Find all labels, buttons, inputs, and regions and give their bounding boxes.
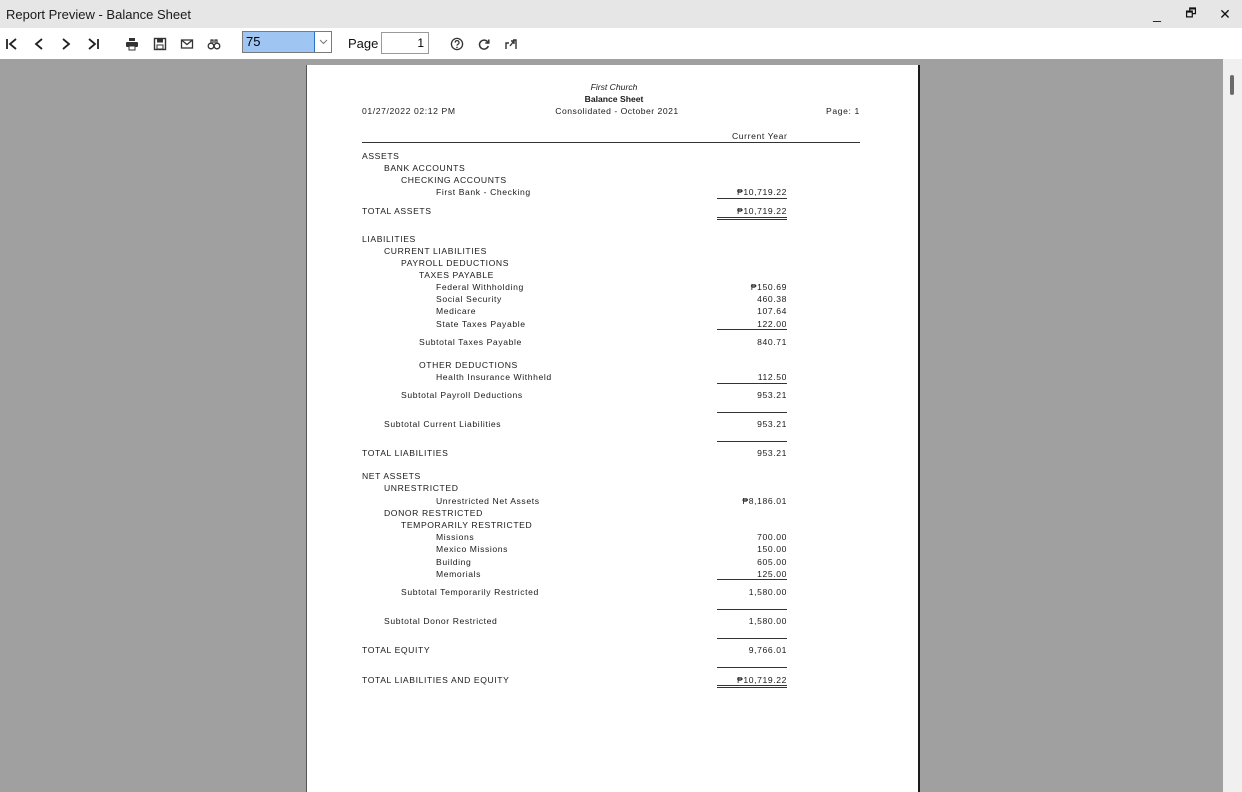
group-heading: CHECKING ACCOUNTS <box>401 175 507 185</box>
account-label: Federal Withholding <box>436 282 524 292</box>
binoculars-icon <box>207 37 221 51</box>
first-page-icon <box>5 37 19 51</box>
total-label: TOTAL EQUITY <box>362 645 431 655</box>
total-amount: 953.21 <box>757 448 787 458</box>
refresh-button[interactable] <box>475 28 493 59</box>
subtotal-rule <box>717 609 787 610</box>
grand-total-amount: ₱10,719.22 <box>737 675 787 685</box>
account-amount: ₱8,186.01 <box>742 496 787 506</box>
account-label: Missions <box>436 532 475 542</box>
export-button[interactable] <box>502 28 520 59</box>
group-heading: CURRENT LIABILITIES <box>384 246 487 256</box>
restore-icon: 🗗 <box>1185 5 1197 20</box>
chevron-left-icon <box>32 37 46 51</box>
email-button[interactable] <box>178 28 196 59</box>
account-label: Memorials <box>436 569 482 579</box>
page-number-input[interactable]: 1 <box>381 32 429 54</box>
report-org-name: First Church <box>590 82 638 92</box>
help-button[interactable] <box>448 28 466 59</box>
account-amount: 122.00 <box>757 319 787 329</box>
report-page <box>306 65 920 792</box>
save-button[interactable] <box>151 28 169 59</box>
subtotal-label: Subtotal Payroll Deductions <box>401 390 523 400</box>
group-heading: TAXES PAYABLE <box>419 270 494 280</box>
zoom-input[interactable]: 75 <box>243 32 315 52</box>
report-title: Balance Sheet <box>584 94 644 104</box>
minimize-button[interactable] <box>1140 0 1174 28</box>
toolbar <box>0 28 1242 59</box>
total-label: TOTAL ASSETS <box>362 206 432 216</box>
group-heading: TEMPORARILY RESTRICTED <box>401 520 533 530</box>
total-label: TOTAL LIABILITIES <box>362 448 449 458</box>
zoom-dropdown-button[interactable] <box>315 32 331 52</box>
vertical-scrollbar[interactable] <box>1223 59 1242 792</box>
report-viewer[interactable] <box>0 59 1223 792</box>
export-icon <box>504 37 518 51</box>
subtotal-amount: 840.71 <box>757 337 787 347</box>
section-heading: LIABILITIES <box>362 234 416 244</box>
account-label: Health Insurance Withheld <box>436 372 552 382</box>
last-page-button[interactable] <box>84 28 102 59</box>
report-subtitle: Consolidated - October 2021 <box>555 106 679 116</box>
close-icon: ✕ <box>1219 5 1231 22</box>
account-amount: 460.38 <box>757 294 787 304</box>
restore-button[interactable] <box>1174 0 1208 28</box>
next-page-button[interactable] <box>57 28 75 59</box>
printer-icon <box>125 37 139 51</box>
header-rule <box>362 142 860 143</box>
group-heading: OTHER DEDUCTIONS <box>419 360 518 370</box>
group-heading: DONOR RESTRICTED <box>384 508 483 518</box>
chevron-right-icon <box>59 37 73 51</box>
total-double-rule <box>717 217 787 220</box>
find-button[interactable] <box>205 28 223 59</box>
account-label: Unrestricted Net Assets <box>436 496 540 506</box>
subtotal-amount: 1,580.00 <box>748 587 787 597</box>
report-datetime: 01/27/2022 02:12 PM <box>362 106 456 116</box>
account-label: Medicare <box>436 306 477 316</box>
total-double-rule <box>717 685 787 688</box>
subtotal-rule <box>717 441 787 442</box>
column-header: Current Year <box>732 131 788 141</box>
account-amount: 150.00 <box>757 544 787 554</box>
first-page-button[interactable] <box>3 28 21 59</box>
subtotal-rule <box>717 383 787 384</box>
subtotal-rule <box>717 579 787 580</box>
floppy-disk-icon <box>153 37 167 51</box>
group-heading: PAYROLL DEDUCTIONS <box>401 258 510 268</box>
subtotal-rule <box>717 329 787 330</box>
envelope-icon <box>180 37 194 51</box>
report-page-number: Page: 1 <box>826 106 860 116</box>
account-label: State Taxes Payable <box>436 319 526 329</box>
account-label: Mexico Missions <box>436 544 509 554</box>
help-icon <box>450 37 464 51</box>
grand-total-label: TOTAL LIABILITIES AND EQUITY <box>362 675 510 685</box>
zoom-combobox[interactable] <box>242 31 332 53</box>
account-label: Social Security <box>436 294 502 304</box>
page-label: Page <box>348 36 379 51</box>
section-heading: ASSETS <box>362 151 400 161</box>
print-button[interactable] <box>123 28 141 59</box>
subtotal-rule <box>717 412 787 413</box>
account-amount: 107.64 <box>757 306 787 316</box>
account-label: First Bank - Checking <box>436 187 531 197</box>
account-amount: ₱10,719.22 <box>737 187 787 197</box>
account-amount: 112.50 <box>757 372 787 382</box>
title-bar <box>0 0 1242 28</box>
account-amount: ₱150.69 <box>750 282 787 292</box>
subtotal-rule <box>717 667 787 668</box>
subtotal-amount: 1,580.00 <box>748 616 787 626</box>
group-heading: UNRESTRICTED <box>384 483 459 493</box>
close-button[interactable] <box>1208 0 1242 28</box>
previous-page-button[interactable] <box>30 28 48 59</box>
minimize-icon: _ <box>1153 6 1161 22</box>
section-heading: NET ASSETS <box>362 471 421 481</box>
subtotal-rule <box>717 198 787 199</box>
subtotal-label: Subtotal Current Liabilities <box>384 419 502 429</box>
last-page-icon <box>86 37 100 51</box>
total-amount: 9,766.01 <box>748 645 787 655</box>
scrollbar-thumb[interactable] <box>1230 75 1234 95</box>
window-title: Report Preview - Balance Sheet <box>6 6 191 22</box>
account-amount: 605.00 <box>757 557 787 567</box>
chevron-down-icon <box>319 39 328 45</box>
subtotal-label: Subtotal Taxes Payable <box>419 337 522 347</box>
group-heading: BANK ACCOUNTS <box>384 163 466 173</box>
account-amount: 125.00 <box>757 569 787 579</box>
subtotal-label: Subtotal Donor Restricted <box>384 616 498 626</box>
total-amount: ₱10,719.22 <box>737 206 787 216</box>
account-amount: 700.00 <box>757 532 787 542</box>
subtotal-label: Subtotal Temporarily Restricted <box>401 587 539 597</box>
account-label: Building <box>436 557 472 567</box>
subtotal-rule <box>717 638 787 639</box>
subtotal-amount: 953.21 <box>757 390 787 400</box>
refresh-icon <box>477 37 491 51</box>
subtotal-amount: 953.21 <box>757 419 787 429</box>
